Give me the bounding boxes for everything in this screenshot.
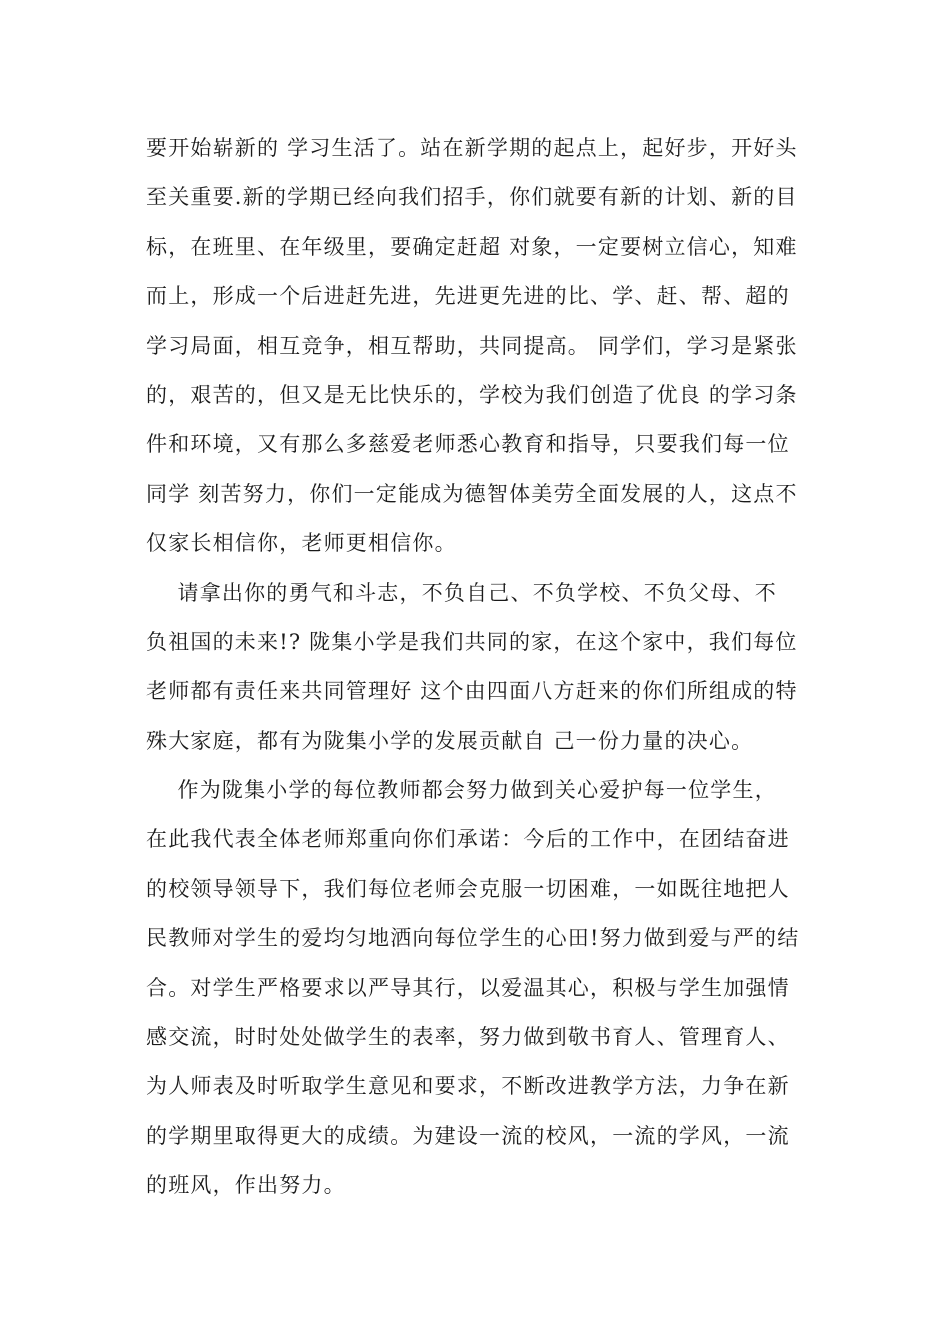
text-line: 作为陇集小学的每位教师都会努力做到关心爱护每一位学生，: [146, 778, 777, 803]
text-line: 合。对学生严格要求以严导其行，以爱温其心，积极与学生加强情: [146, 975, 790, 1000]
text-line: 同学 刻苦努力，你们一定能成为德智体美劳全面发展的人，这点不: [146, 481, 798, 506]
text-line: 殊大家庭，都有为陇集小学的发展贡献自 己一份力量的决心。: [146, 728, 754, 753]
text-line: 要开始崭新的 学习生活了。站在新学期的起点上，起好步，开好头: [146, 136, 798, 160]
text-line: 仅家长相信你，老师更相信你。: [146, 531, 457, 556]
text-line: 至关重要.新的学期已经向我们招手，你们就要有新的计划、新的目: [146, 185, 798, 210]
text-line: 民教师对学生的爱均匀地洒向每位学生的心田!努力做到爱与严的结: [146, 926, 800, 951]
text-line: 标，在班里、在年级里，要确定赶超 对象，一定要树立信心，知难: [146, 234, 798, 259]
paragraph-1: [146, 124, 806, 569]
text-line: 学习局面，相互竞争，相互帮助，共同提高。 同学们，学习是紧张: [146, 333, 798, 358]
text-line: 请拿出你的勇气和斗志，不负自己、不负学校、不负父母、不: [146, 580, 777, 605]
text-line: 在此我代表全体老师郑重向你们承诺：今后的工作中，在团结奋进: [146, 827, 790, 852]
document-body: [146, 124, 806, 1211]
text-line: 的班风，作出努力。: [146, 1173, 346, 1198]
text-line: 的学期里取得更大的成绩。为建设一流的校风，一流的学风，一流: [146, 1123, 790, 1148]
paragraph-2: [146, 569, 806, 767]
text-line: 件和环境，又有那么多慈爱老师悉心教育和指导，只要我们每一位: [146, 432, 790, 457]
text-line: 感交流，时时处处做学生的表率，努力做到敬书育人、管理育人、: [146, 1025, 790, 1050]
text-line: 而上，形成一个后进赶先进，先进更先进的比、学、赶、帮、超的: [146, 284, 790, 309]
text-line: 老师都有责任来共同管理好 这个由四面八方赶来的你们所组成的特: [146, 679, 798, 704]
text-line: 的，艰苦的，但又是无比快乐的，学校为我们创造了优良 的学习条: [146, 382, 798, 407]
text-line: 负祖国的未来!? 陇集小学是我们共同的家，在这个家中，我们每位: [146, 629, 798, 654]
text-line: 的校领导领导下，我们每位老师会克服一切困难，一如既往地把人: [146, 876, 790, 901]
text-line: 为人师表及时听取学生意见和要求，不断改进教学方法，力争在新: [146, 1074, 790, 1099]
paragraph-3: [146, 766, 806, 1211]
